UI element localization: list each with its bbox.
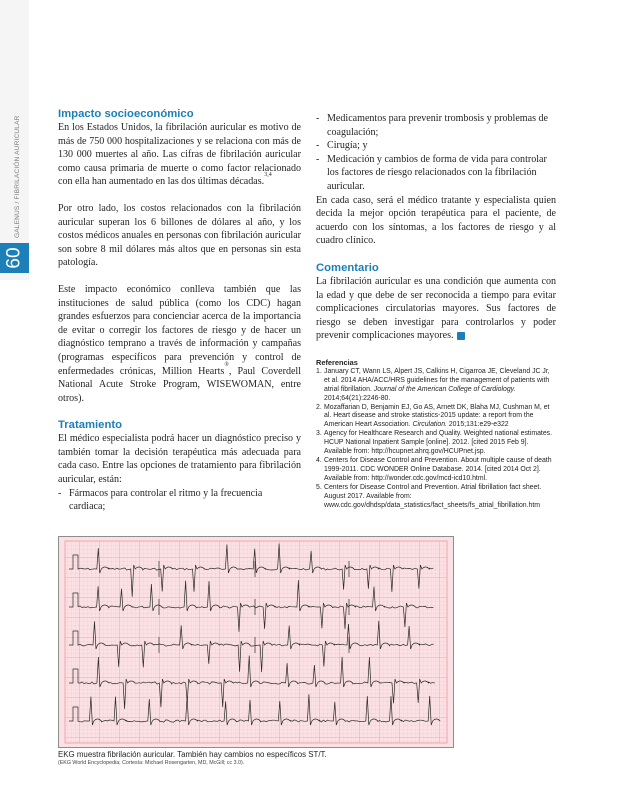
reference-item: 1. January CT, Wann LS, Alpert JS, Calkins H, Cigarroa JE, Cleveland JC Jr, et al. 2014 AHA/ACC/HRS guidelines for the management of patients with atrial fibrillation. Journal of the American College of Cardiology. 2014;64(21):2246-80. <box>316 367 550 402</box>
paragraph-impacto-3: Este impacto económico conlleva también que las instituciones de salud pública (como los CDC) hagan grandes esfuerzos para concienciar acerca de la importancia de evitar o corregir los factores de riesgo y de hacer un diagnóstico temprano a través de información y campañas (programas específicos para prevención y control de enfermedades crónicas, Million Hearts®, Paul Coverdell National Acute Stroke Program, WISEWOMAN, entre otros). <box>58 283 302 404</box>
list-item: - Medicación y cambios de forma de vida para controlar los factores de riesgo relacionados con la fibrilación auricular. <box>316 153 556 194</box>
section-title-tratamiento: Tratamiento <box>58 419 123 432</box>
section-title-impacto: Impacto socioeconómico <box>58 108 194 120</box>
ekg-tracing-image <box>59 537 453 747</box>
page-number: 60 <box>0 243 29 273</box>
paragraph-tratamiento: El médico especialista podrá hacer un diagnóstico preciso y también tomar la decisión terapéutica más adecuada para cada caso. Entre las opciones de tratamiento para fibrilación auricular, están: <box>58 433 301 486</box>
ekg-figure <box>58 536 454 748</box>
references-list <box>316 368 556 511</box>
caption-credit: (EKG World Encyclopedia; Cortesía: Michael Rosengarten, MD, McGill; cc 3.0). <box>58 760 245 766</box>
paragraph-decision: En cada caso, será el médico tratante y especialista quien decida la mejor opción terapéutica para el paciente, de acuerdo con los síntomas, a los factores de riesgo y al cuadro clínico. <box>316 194 556 247</box>
list-item: - Medicamentos para prevenir trombosis y problemas de coagulación; <box>316 112 556 139</box>
reference-item: 2. Mozaffarian D, Benjamin EJ, Go AS, Arnett DK, Blaha MJ, Cushman M, et al. Heart disease and stroke statistics-2015 update: a report from the American Heart Association. Circulation. 2015;131:e29-e322 <box>316 403 550 429</box>
paragraph-comentario: La fibrilación auricular es una condición que aumenta con la edad y que debe de ser reconocida a tiempo para evitar complicaciones circulatorias mayores. Sus factores de riesgo se deben investigar para controlarlos y poder prevenir complicaciones mayores. <box>316 275 556 342</box>
section-title-comentario: Comentario <box>316 261 379 274</box>
reference-item: 5. Centers for Disease Control and Prevention. Atrial fibrillation fact sheet. August 2017. Available from: www.cdc.gov/dhdsp/data_statistics/fact_sheets/fs_atrial_fibrillation.htm <box>316 483 542 509</box>
right-column <box>316 107 556 510</box>
running-head: GALENUS / FIBRILACIÓN AURICULAR <box>14 115 21 238</box>
treatment-list-left <box>58 487 301 514</box>
paragraph-impacto-2: Por otro lado, los costos relacionados con la fibrilación auricular superan los 6 billones de dólares al año, y los costos médicos anuales en personas con fibrilación auricular son sobre 8 mil dólares más altos que en personas sin esta patología. <box>58 202 301 269</box>
reference-item: 3. Agency for Healthcare Research and Quality. Weighted national estimates. HCUP National Inpatient Sample [online]. 2012. [cited 2015 Feb 9]. Available from: http://hcupnet.ahrq.gov/HCUPnet.jsp. <box>316 430 553 456</box>
caption-text: EKG muestra fibrilación auricular. También hay cambios no específicos ST/T. <box>58 750 327 759</box>
end-of-article-icon <box>457 332 465 340</box>
citation-3-4: 3,4 <box>264 172 272 179</box>
figure-caption <box>58 750 478 767</box>
references-title: Referencias <box>316 357 358 367</box>
left-column <box>58 107 301 514</box>
list-item: - Cirugía; y <box>316 139 556 153</box>
list-item: - Fármacos para controlar el ritmo y la frecuencia cardiaca; <box>58 487 301 514</box>
treatment-list-right <box>316 112 556 194</box>
reference-item: 4. Centers for Disease Control and Prevention. About multiple cause of death 1999-2011. CDC WONDER Online Database. 2014. [cited 2014 Oct 2]. Available from: http://wonder.cdc.gov/mcd-icd10.html. <box>316 456 552 482</box>
paragraph-impacto-1: En los Estados Unidos, la fibrilación auricular es motivo de más de 750 000 hospitalizaciones y se relaciona con más de 130 000 muertes al año. Las cifras de fibrilación auricular como causa primaria de muerte o como factor relacionado con ella han aumentado en las dos últimas décadas.$^{3,4}$ <box>58 122 301 188</box>
